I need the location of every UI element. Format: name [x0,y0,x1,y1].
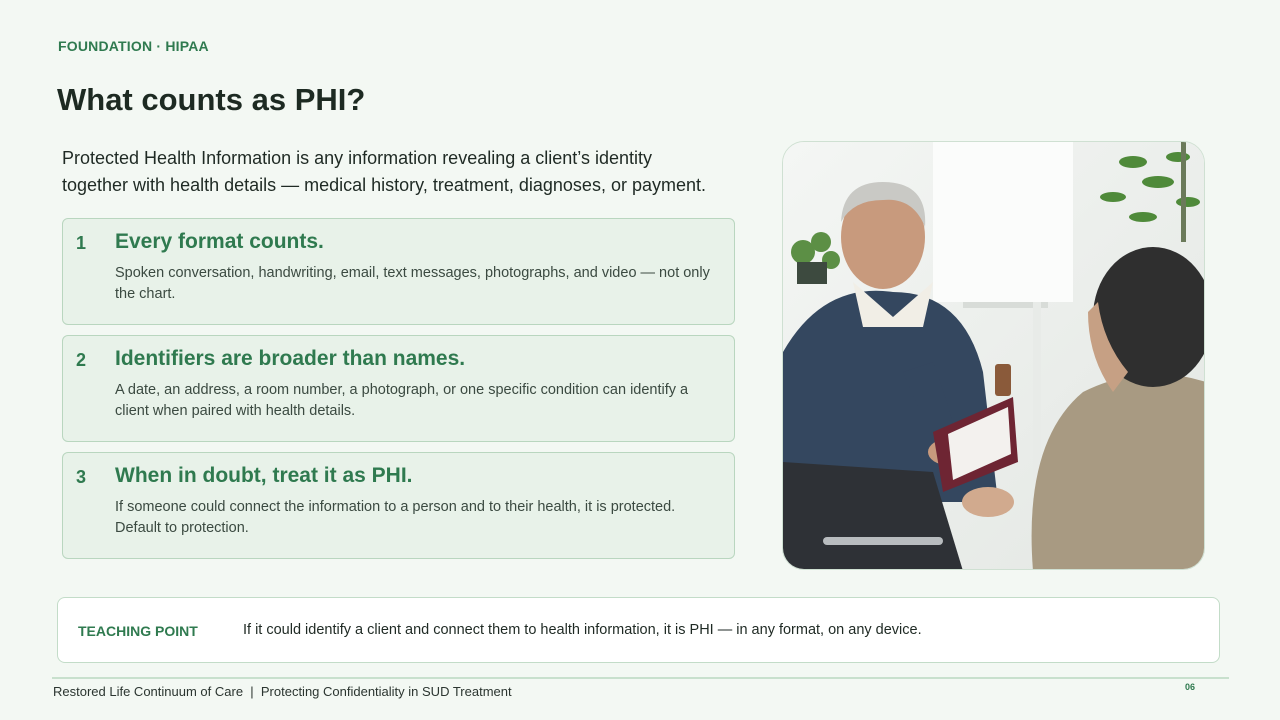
teaching-point-callout [57,597,1220,663]
page-number: 06 [1185,682,1196,692]
point-heading: Every format counts. [115,230,324,253]
point-number: 3 [76,467,87,487]
teaching-point-label: TEACHING POINT [78,623,198,639]
footer-divider [52,677,1229,679]
point-body: Spoken conversation, handwriting, email, text messages, photographs, and video — not only the chart. [115,265,710,302]
point-heading: When in doubt, treat it as PHI. [115,464,413,487]
point-card-3 [62,452,735,559]
footer-text: Restored Life Continuum of Care | Protecting Confidentiality in SUD Treatment [53,684,512,699]
point-number: 1 [76,233,87,253]
point-card-1 [62,218,735,325]
intro-paragraph: Protected Health Information is any information revealing a client’s identity together with health details — medical history, treatment, diagnoses, or payment. [62,148,706,195]
point-body: If someone could connect the information to a person and to their health, it is protected. Default to protection. [115,499,676,536]
point-heading: Identifiers are broader than names. [115,347,466,370]
point-body: A date, an address, a room number, a photograph, or one specific condition can identify a client when paired with health details. [115,382,689,419]
counseling-session-photo [782,141,1205,570]
point-number: 2 [76,350,87,370]
eyebrow-label: FOUNDATION · HIPAA [58,38,209,54]
teaching-point-text: If it could identify a client and connect them to health information, it is PHI — in any format, on any device. [243,622,922,638]
point-card-2 [62,335,735,442]
slide-title: What counts as PHI? [57,82,366,117]
